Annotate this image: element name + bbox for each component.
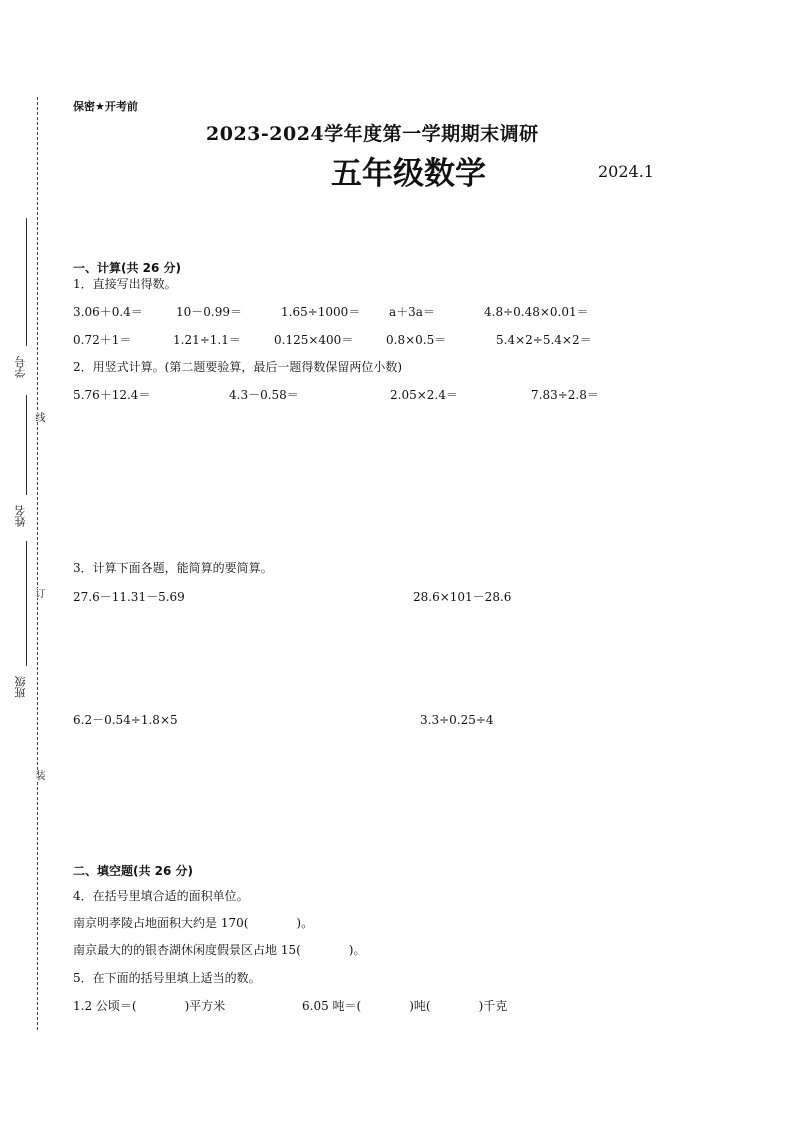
q4-line: 南京明孝陵占地面积大约是 170( )。 — [73, 916, 314, 930]
q1-item: 1.65÷1000＝ — [281, 305, 361, 319]
section1-heading: 一、计算(共 26 分) — [73, 261, 182, 275]
confidential-note: 保密★开考前 — [73, 100, 138, 113]
name-underline — [26, 395, 27, 495]
student-no-underline — [26, 218, 27, 346]
q1-item: 4.8÷0.48×0.01＝ — [484, 305, 589, 319]
binding-mark-ding: 订 — [33, 588, 44, 598]
exam-date: 2024.1 — [598, 162, 654, 181]
q3-item: 28.6×101－28.6 — [413, 590, 512, 604]
q1-item: 0.72＋1＝ — [73, 333, 132, 347]
exam-title: 2023-2024学年度第一学期期末调研 — [206, 123, 539, 145]
q5-item: 6.05 吨＝( )吨( )千克 — [302, 999, 508, 1013]
q1-item: 0.125×400＝ — [274, 333, 354, 347]
q5-item: 1.2 公顷＝( )平方米 — [73, 999, 226, 1013]
section2-heading: 二、填空题(共 26 分) — [73, 864, 194, 878]
q2-item: 7.83÷2.8＝ — [531, 388, 599, 402]
binding-dashed-line — [37, 97, 38, 1030]
q1-item: 1.21÷1.1＝ — [173, 333, 241, 347]
q4-prompt: 4．在括号里填合适的面积单位。 — [73, 889, 249, 903]
q2-item: 5.76＋12.4＝ — [73, 388, 151, 402]
binding-mark-zhuang: 装 — [33, 770, 44, 780]
exam-subtitle: 五年级数学 — [331, 156, 486, 192]
binding-mark-xian: 线 — [33, 412, 44, 422]
q4-line: 南京最大的的银杏湖休闲度假景区占地 15( )。 — [73, 943, 366, 957]
q1-item: 5.4×2÷5.4×2＝ — [496, 333, 592, 347]
q1-item: 10－0.99＝ — [176, 305, 242, 319]
class-label: 班级 — [14, 676, 27, 698]
class-underline — [26, 541, 27, 666]
name-label: 姓名 — [14, 505, 27, 527]
q3-prompt: 3．计算下面各题，能简算的要简算。 — [73, 561, 273, 575]
q1-item: 0.8×0.5＝ — [386, 333, 447, 347]
q1-item: a＋3a＝ — [389, 305, 435, 319]
q2-prompt: 2．用竖式计算。(第二题要验算，最后一题得数保留两位小数) — [73, 360, 403, 374]
q2-item: 2.05×2.4＝ — [390, 388, 458, 402]
q3-item: 27.6－11.31－5.69 — [73, 590, 185, 604]
q3-item: 6.2－0.54÷1.8×5 — [73, 713, 178, 727]
q5-prompt: 5．在下面的括号里填上适当的数。 — [73, 971, 261, 985]
q1-item: 3.06＋0.4＝ — [73, 305, 143, 319]
q2-item: 4.3－0.58＝ — [229, 388, 299, 402]
q1-prompt: 1．直接写出得数。 — [73, 277, 177, 291]
student-no-label: 学号 — [14, 356, 27, 378]
q3-item: 3.3÷0.25÷4 — [420, 713, 494, 727]
